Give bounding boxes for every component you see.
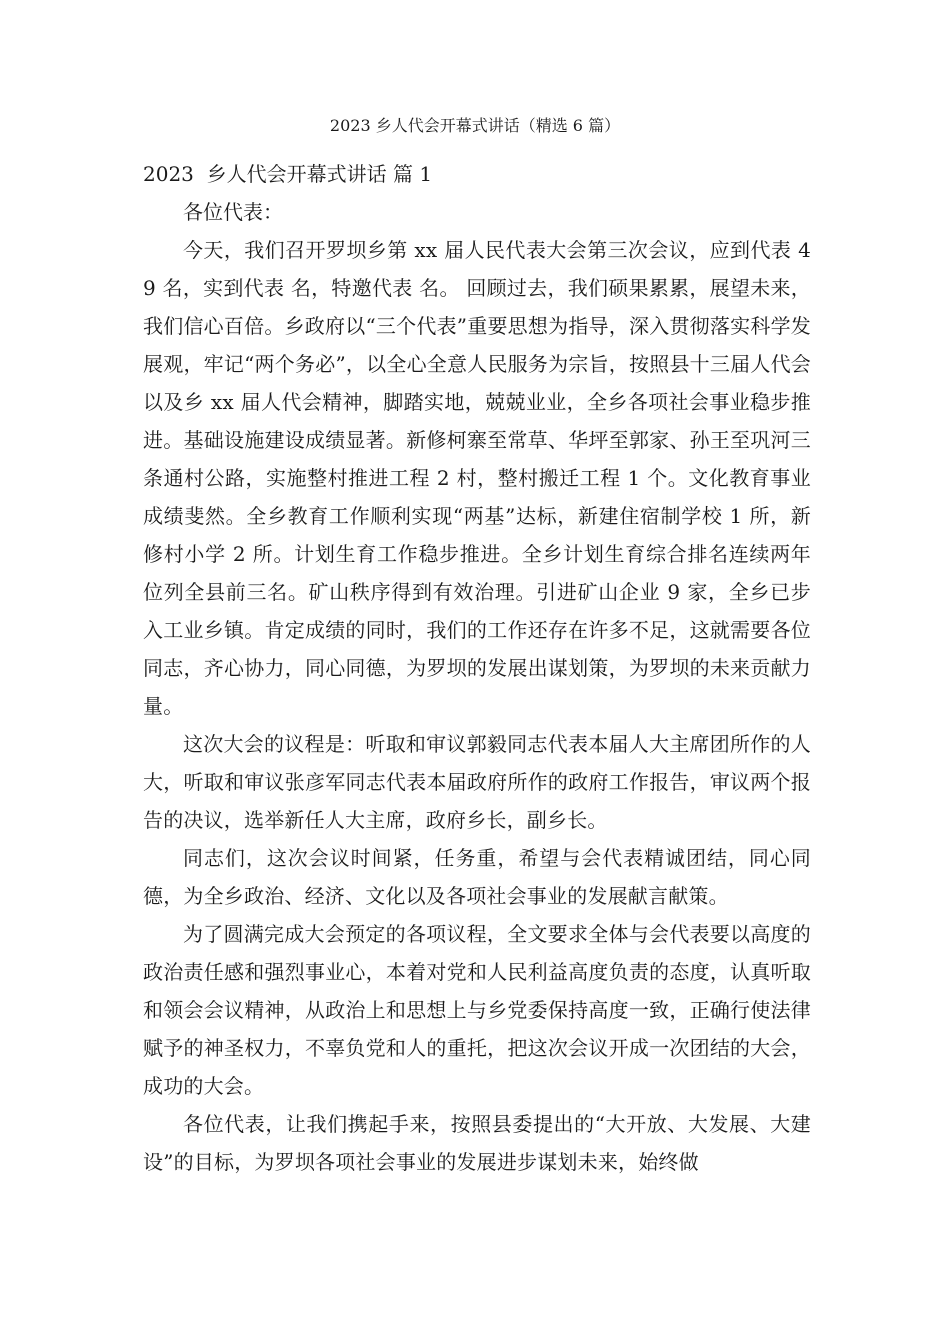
- paragraph-4: 为了圆满完成大会预定的各项议程，全文要求全体与会代表要以高度的政治责任感和强烈事业心，本着对党和人民利益高度负责的态度，认真听取和领会会议精神，从政治上和思想上与乡党委保持高度一致，正确行使法律赋予的神圣权力，不辜负党和人的重托，把这次会议开成一次团结的大会，成功的大会。: [143, 922, 811, 1098]
- document-title: 2023 乡人代会开幕式讲话（精选 6 篇）: [329, 116, 621, 135]
- paragraph-2: 这次大会的议程是：听取和审议郭毅同志代表本届人大主席团所作的人大，听取和审议张彦军同志代表本届政府所作的政府工作报告，审议两个报告的决议，选举新任人大主席，政府乡长，副乡长。: [143, 732, 811, 832]
- document-body: [143, 155, 811, 1181]
- paragraph-5: 各位代表，让我们携起手来，按照县委提出的“大开放、大发展、大建设”的目标，为罗坝各项社会事业的发展进步谋划未来，始终做: [143, 1112, 811, 1174]
- paragraph-3: 同志们，这次会议时间紧，任务重，希望与会代表精诚团结，同心同德，为全乡政治、经济、文化以及各项社会事业的发展献言献策。: [143, 846, 811, 908]
- paragraph-1: 今天，我们召开罗坝乡第 xx 届人民代表大会第三次会议，应到代表 49 名，实到代表 名，特邀代表 名。 回顾过去，我们硕果累累，展望未来，我们信心百倍。乡政府以“三个代表”重要思想为指导，深入贯彻落实科学发展观，牢记“两个务必”，以全心全意人民服务为宗旨，按照县十三届人代会以及乡 xx 届人代会精神，脚踏实地，兢兢业业，全乡各项社会事业稳步推进。基础设施建设成绩显著。新修柯寨至常草、华坪至郭家、孙王至巩河三条通村公路，实施整村推进工程 2 村，整村搬迁工程 1 个。文化教育事业成绩斐然。全乡教育工作顺利实现“两基”达标，新建住宿制学校 1 所，新修村小学 2 所。计划生育工作稳步推进。全乡计划生育综合排名连续两年位列全县前三名。矿山秩序得到有效治理。引进矿山企业 9 家，全乡已步入工业乡镇。肯定成绩的同时，我们的工作还存在许多不足，这就需要各位同志，齐心协力，同心同德，为罗坝的发展出谋划策，为罗坝的未来贡献力量。: [143, 238, 811, 718]
- section-heading: 2023 乡人代会开幕式讲话 篇 1: [143, 162, 433, 186]
- salutation: 各位代表：: [183, 200, 283, 224]
